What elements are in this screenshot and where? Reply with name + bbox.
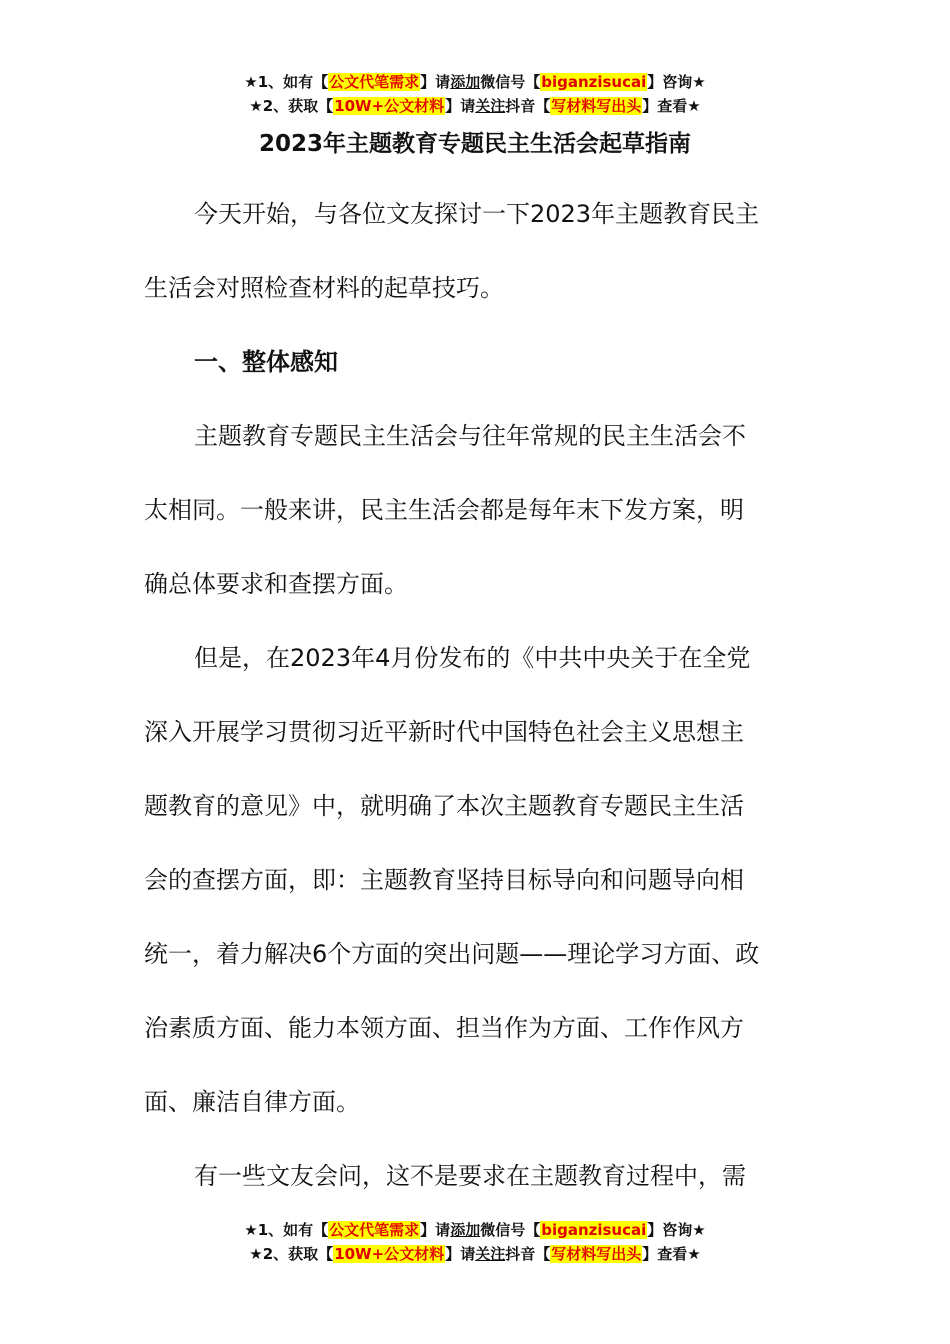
notice-text: ★2、获取【 [249,1245,334,1263]
notice-text: 】请 [445,1245,476,1263]
body-line: 会的查摆方面，即：主题教育坚持目标导向和问题导向相 [144,866,744,894]
notice-line-2 [0,94,950,118]
notice-text: 】查看★ [642,1245,701,1263]
notice-highlight: 写材料写出头 [551,97,642,115]
notice-highlight: 公文代笔需求 [329,73,420,91]
notice-highlight: biganzisucai [541,1221,647,1239]
body-line: 题教育的意见》中，就明确了本次主题教育专题民主生活 [144,792,744,820]
notice-text: 微信号【 [480,73,541,91]
body-line: 太相同。一般来讲，民主生活会都是每年末下发方案，明 [144,496,744,524]
notice-highlight: 10W+公文材料 [334,1245,445,1263]
body-line: 生活会对照检查材料的起草技巧。 [144,274,504,302]
body-line: 统一，着力解决6个方面的突出问题——理论学习方面、政 [144,940,760,968]
notice-text: 】请 [445,97,476,115]
notice-text: 抖音【 [505,97,551,115]
section-heading: 一、整体感知 [194,348,338,376]
notice-text: 抖音【 [505,1245,551,1263]
notice-text: 微信号【 [480,1221,541,1239]
body-line: 今天开始，与各位文友探讨一下2023年主题教育民主 [194,200,760,228]
notice-highlight: 公文代笔需求 [329,1221,420,1239]
notice-text: ★1、如有【 [244,73,329,91]
notice-text: ★1、如有【 [244,1221,329,1239]
bottom-notice [0,1218,950,1266]
notice-highlight: 10W+公文材料 [334,97,445,115]
notice-underline: 关注 [475,97,506,115]
document-title: 2023年主题教育专题民主生活会起草指南 [258,131,691,157]
body-line: 深入开展学习贯彻习近平新时代中国特色社会主义思想主 [144,718,744,746]
body-line: 有一些文友会问，这不是要求在主题教育过程中，需 [194,1162,746,1190]
notice-text: 】咨询★ [647,73,706,91]
body-line: 面、廉洁自律方面。 [144,1088,360,1116]
notice-highlight: 写材料写出头 [551,1245,642,1263]
body-line: 治素质方面、能力本领方面、担当作为方面、工作作风方 [144,1014,744,1042]
notice-underline: 添加 [450,73,481,91]
body-line: 主题教育专题民主生活会与往年常规的民主生活会不 [194,422,746,450]
body-line: 确总体要求和查摆方面。 [144,570,408,598]
body-line: 但是，在2023年4月份发布的《中共中央关于在全党 [194,644,751,672]
notice-underline: 关注 [475,1245,506,1263]
notice-line-1 [0,1218,950,1242]
notice-line-1 [0,70,950,94]
notice-text: 】请 [420,73,451,91]
notice-underline: 添加 [450,1221,481,1239]
notice-line-2 [0,1242,950,1266]
notice-text: 】咨询★ [647,1221,706,1239]
document-body [144,177,814,1213]
notice-text: 】请 [420,1221,451,1239]
notice-text: ★2、获取【 [249,97,334,115]
notice-highlight: biganzisucai [541,73,647,91]
top-notice [0,70,950,118]
notice-text: 】查看★ [642,97,701,115]
